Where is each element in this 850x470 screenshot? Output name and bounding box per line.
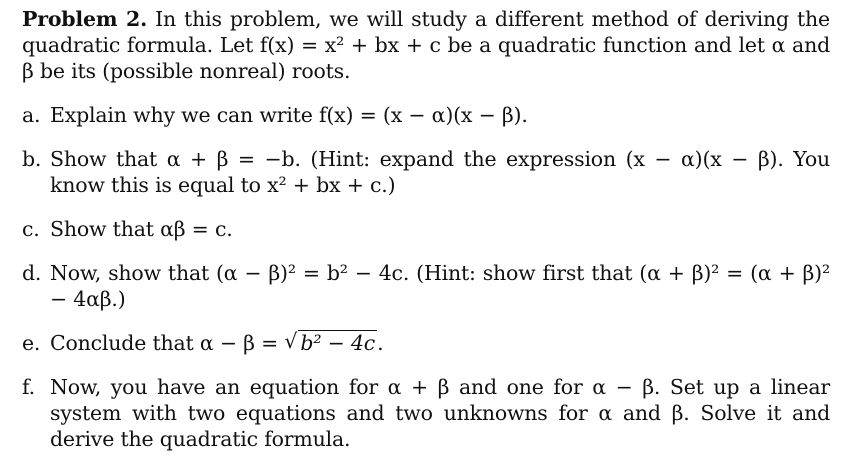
part-label: f. bbox=[22, 375, 35, 399]
problem-intro bbox=[22, 6, 830, 84]
part-text: Show that αβ = c. bbox=[50, 217, 233, 241]
problem-heading: Problem 2. bbox=[22, 7, 148, 31]
square-root-expression bbox=[284, 330, 377, 356]
radicand: b² − 4c bbox=[300, 331, 376, 355]
part-e-text-after: . bbox=[377, 331, 384, 355]
part-a bbox=[22, 102, 830, 128]
part-c bbox=[22, 216, 830, 242]
part-e bbox=[22, 330, 830, 356]
problem-document bbox=[22, 6, 830, 470]
part-label: c. bbox=[22, 217, 40, 241]
part-label: d. bbox=[22, 261, 42, 285]
part-text: Now, you have an equation for α + β and one for α − β. Set up a linear system with two equations and two unknowns for α and β. Solve it and derive the quadratic formula. bbox=[50, 375, 830, 451]
part-text: Show that α + β = −b. (Hint: expand the expression (x − α)(x − β). You know this is equal to x² + bx + c.) bbox=[50, 147, 830, 197]
part-text bbox=[50, 330, 830, 356]
part-text: Explain why we can write f(x) = (x − α)(x − β). bbox=[50, 103, 528, 127]
part-e-text-before: Conclude that α − β = bbox=[50, 331, 279, 355]
part-b bbox=[22, 146, 830, 198]
radical-sign-icon: √ bbox=[284, 329, 298, 353]
part-label: e. bbox=[22, 331, 41, 355]
problem-parts-list bbox=[22, 102, 830, 452]
problem-intro-text: In this problem, we will study a different method of deriving the quadratic formula. Let f(x) = x² + bx + c be a quadratic function and let α and β be its (possible nonreal) roots. bbox=[22, 7, 830, 83]
part-label: b. bbox=[22, 147, 42, 171]
part-d bbox=[22, 260, 830, 312]
part-f bbox=[22, 374, 830, 452]
part-label: a. bbox=[22, 103, 41, 127]
part-text: Now, show that (α − β)² = b² − 4c. (Hint: show first that (α + β)² = (α + β)² − 4αβ.) bbox=[50, 261, 830, 311]
